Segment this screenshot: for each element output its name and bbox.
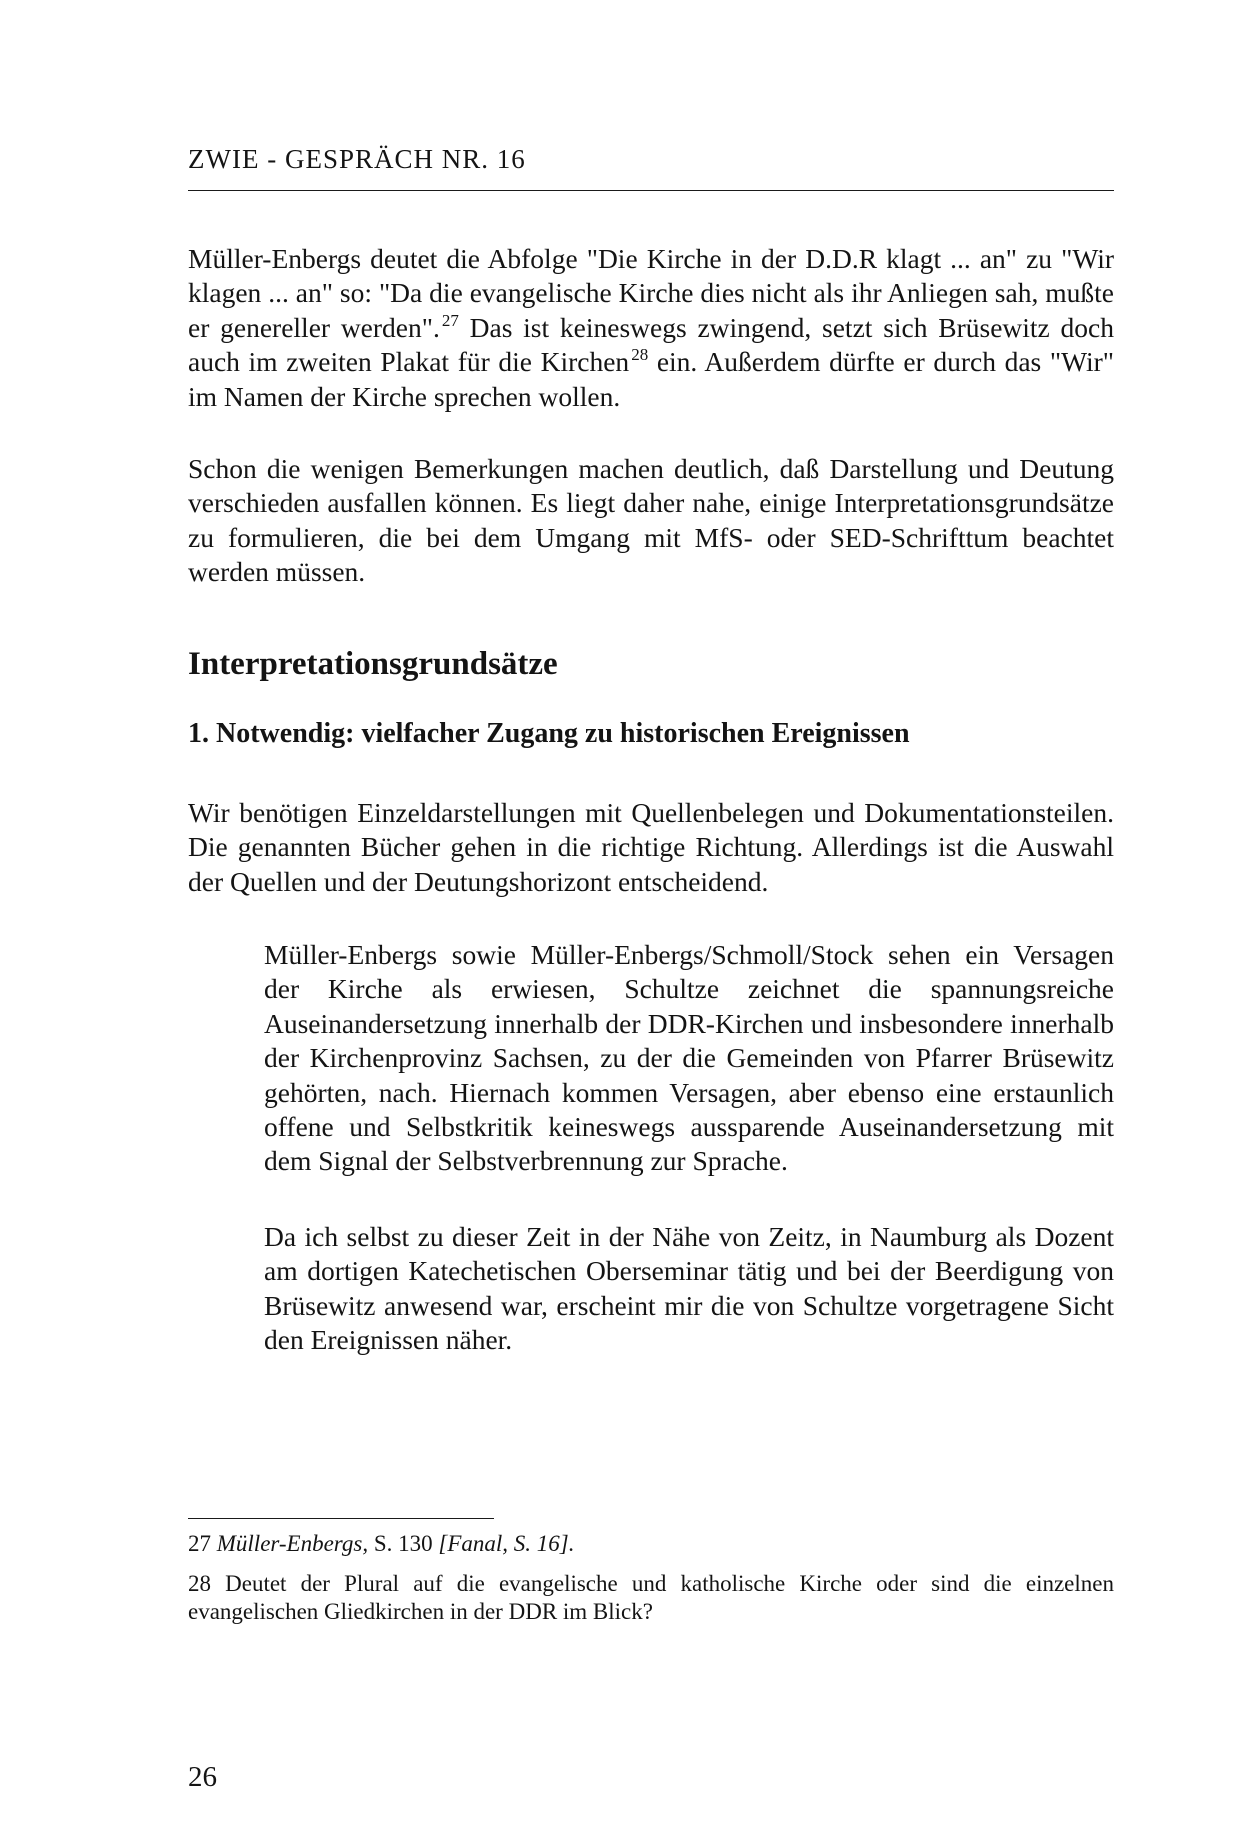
paragraph-bemerkungen: Schon die wenigen Bemerkungen machen deutlich, daß Darstellung und Deutung verschieden ausfallen können. Es liegt daher nahe, einige Interpretationsgrundsätze zu formulieren, die bei dem Umgang mit MfS- oder SED-Schrifttum beachtet werden müssen. [188,453,1114,588]
footnote-ref-28[interactable]: 28 [631,345,649,365]
paragraph-mueller-enbergs [188,242,1114,414]
footnote-reference: [Fanal, S. 16]. [438,1531,575,1556]
header-rule [188,190,1114,191]
footnote-page: S. 130 [368,1531,439,1556]
footnote-ref-27[interactable]: 27 [441,310,459,330]
paragraph-text: Müller-Enbergs deutet die Abfolge "Die Kirche in der D.D.R klagt ... an" zu "Wir klagen ... an" so: "Da die evangelische Kirche dies nicht als ihr Anliegen sah, mußte er genereller werden". [188,243,1114,343]
paragraph-naumburg: Da ich selbst zu dieser Zeit in der Nähe von Zeitz, in Naumburg als Dozent am dortigen Katechetischen Oberseminar tätig und bei der Beerdigung von Brüsewitz anwesend war, erscheint mir die von Schultze vorgetragene Sicht den Ereignissen näher. [264,1221,1114,1356]
running-head: ZWIE - GESPRÄCH NR. 16 [188,144,526,174]
section-heading: Interpretationsgrundsätze [188,646,558,682]
page-number: 26 [188,1761,217,1793]
paragraph-text: Das ist keineswegs zwingend, setzt sich Brüsewitz doch auch im zweiten Plakat für die Kirchen [188,311,1114,378]
footnote-27 [188,1530,1114,1558]
paragraph-versagen: Müller-Enbergs sowie Müller-Enbergs/Schmoll/Stock sehen ein Versagen der Kirche als erwiesen, Schultze zeichnet die spannungsreiche Auseinandersetzung innerhalb der DDR-Kirchen und insbesondere innerhalb der Kirchenprovinz Sachsen, zu der die Gemeinden von Pfarrer Brüsewitz gehörten, nach. Hiernach kommen Versagen, aber ebenso eine erstaunlich offene und Selbstkritik keineswegs aussparende Auseinandersetzung mit dem Signal der Selbstverbrennung zur Sprache. [264,939,1114,1177]
paragraph-text: ein. Außerdem dürfte er durch das "Wir" im Namen der Kirche sprechen wollen. [188,346,1114,412]
footnote-number: 27 [188,1531,211,1556]
footnote-rule [188,1518,494,1519]
subsection-heading: 1. Notwendig: vielfacher Zugang zu historischen Ereignissen [188,718,910,749]
footnote-28: 28 Deutet der Plural auf die evangelische und katholische Kirche oder sind die einzelnen evangelischen Gliedkirchen in der DDR im Blick? [188,1571,1114,1624]
paragraph-einzeldarstellungen: Wir benötigen Einzeldarstellungen mit Quellenbelegen und Dokumentationsteilen. Die genannten Bücher gehen in die richtige Richtung. Allerdings ist die Auswahl der Quellen und der Deutungshorizont entscheidend. [188,797,1114,897]
footnote-author: Müller-Enbergs, [216,1531,369,1556]
